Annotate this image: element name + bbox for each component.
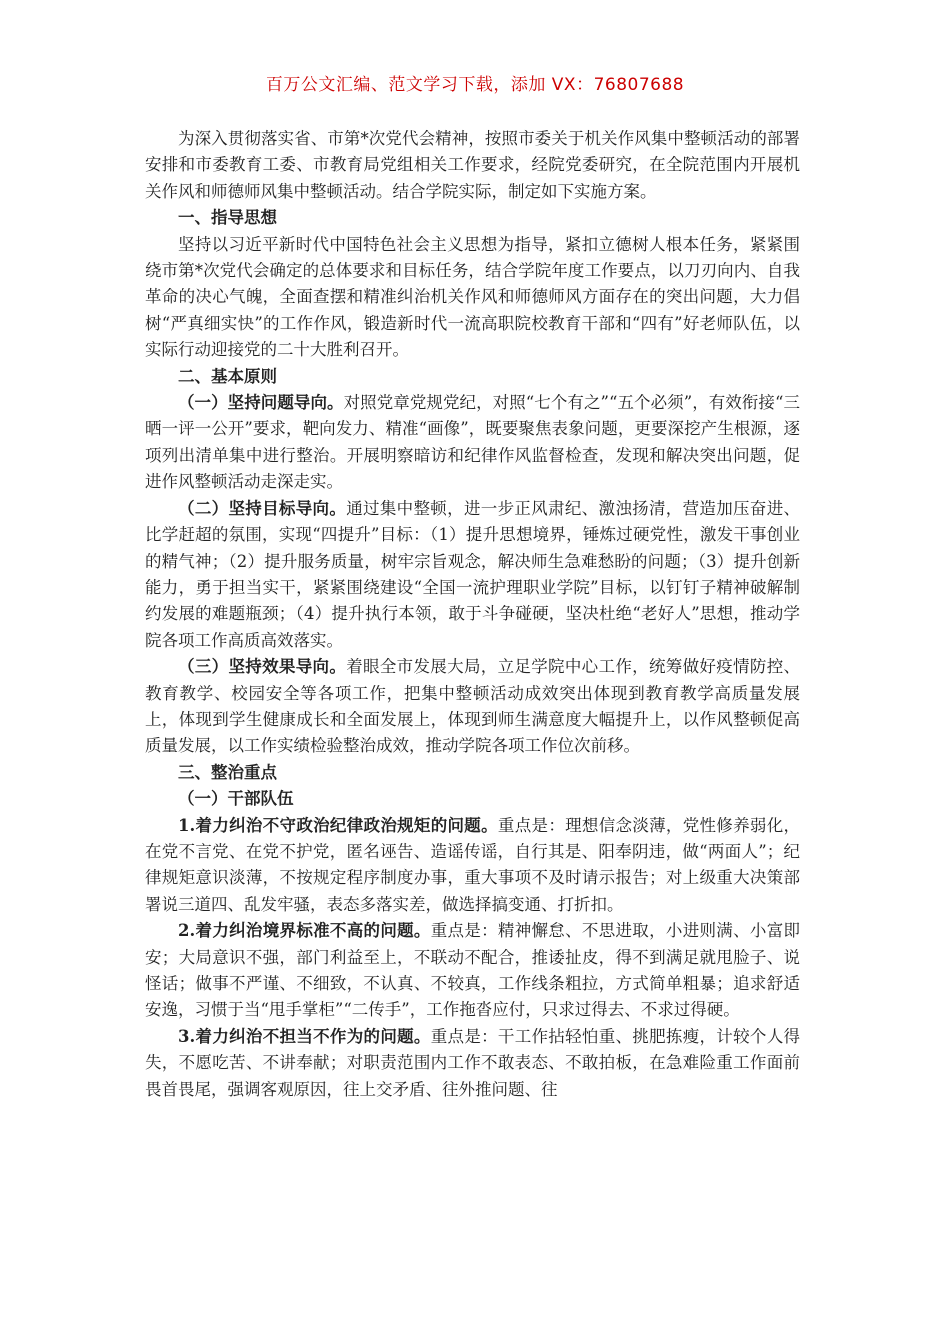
rectification-lead: 1.着力纠治不守政治纪律政治规矩的问题。 (178, 815, 498, 835)
guiding-ideology-paragraph: 坚持以习近平新时代中国特色社会主义思想为指导，紧扣立德树人根本任务，紧紧围绕市第*次党代会确定的总体要求和目标任务，结合学院年度工作要点，以刀刃向内、自我革命的决心气魄，全面查摆和精准纠治机关作风和师德师风方面存在的突出问题，大力倡树“严真细实快”的工作作风，锻造新时代一流高职院校教育干部和“四有”好老师队伍，以实际行动迎接党的二十大胜利召开。 (145, 234, 800, 360)
rectification-paragraph (145, 813, 800, 919)
document-body (145, 126, 800, 1103)
rectification-paragraph (145, 918, 800, 1024)
principle-text: 通过集中整顿，进一步正风肃纪、激浊扬清，营造加压奋进、比学赶超的氛围，实现“四提升”目标：（1）提升思想境界，锤炼过硬党性，激发干事创业的精气神；（2）提升服务质量，树牢宗旨观念，解决师生急难愁盼的问题；（3）提升创新能力，勇于担当实干，紧紧围绕建设“全国一流护理职业学院”目标，以钉钉子精神破解制约发展的难题瓶颈；（4）提升执行本领，敢于斗争碰硬，坚决杜绝“老好人”思想，推动学院各项工作高质高效落实。 (145, 498, 801, 650)
rectification-text: 重点是：精神懈怠、不思进取，小进则满、小富即安；大局意识不强，部门利益至上，不联动不配合，推诿扯皮，得不到满足就甩脸子、说怪话；做事不严谨、不细致，不认真、不较真，工作线条粗拉，方式简单粗暴；追求舒适安逸，习惯于当“甩手掌柜”“二传手”，工作拖沓应付，只求过得去、不求过得硬。 (145, 921, 800, 1020)
rectification-lead: 3.着力纠治不担当不作为的问题。 (178, 1026, 431, 1046)
rectification-text: 重点是：理想信念淡薄，党性修养弱化，在党不言党、在党不护党，匿名诬告、造谣传谣，自行其是、阳奉阴违，做“两面人”；纪律规矩意识淡薄，不按规定程序制度办事，重大事项不及时请示报告；对上级重大决策部署说三道四、乱发牢骚，表态多落实差，做选择搞变通、打折扣。 (145, 815, 801, 914)
section-heading-basic-principles: 二、基本原则 (178, 366, 277, 386)
section-heading-key-rectification: 三、整治重点 (178, 762, 277, 782)
principle-lead: （一）坚持问题导向。 (178, 393, 344, 413)
rectification-text: 重点是：干工作拈轻怕重、挑肥拣瘦，计较个人得失，不愿吃苦、不讲奉献；对职责范围内工作不敢表态、不敢拍板，在急难险重工作面前畏首畏尾，强调客观原因，往上交矛盾、往外推问题、往 (145, 1026, 800, 1099)
rectification-paragraph (145, 1024, 800, 1103)
principle-lead: （三）坚持效果导向。 (178, 657, 347, 677)
principle-paragraph (145, 654, 800, 760)
promo-banner: 百万公文汇编、范文学习下载，添加 VX：76807688 (265, 75, 685, 95)
intro-paragraph: 为深入贯彻落实省、市第*次党代会精神，按照市委关于机关作风集中整顿活动的部署安排和市委教育工委、市教育局党组相关工作要求，经院党委研究，在全院范围内开展机关作风和师德师风集中整顿活动。结合学院实际，制定如下实施方案。 (145, 129, 800, 201)
principle-lead: （二）坚持目标导向。 (178, 498, 347, 518)
principle-text: 对照党章党规党纪，对照“七个有之”“五个必须”，有效衔接“三晒一评一公开”要求，靶向发力、精准“画像”，既要聚焦表象问题，更要深挖产生根源，逐项列出清单集中进行整治。开展明察暗访和纪律作风监督检查，发现和解决突出问题，促进作风整顿活动走深走实。 (145, 393, 800, 492)
principle-text: 着眼全市发展大局，立足学院中心工作，统筹做好疫情防控、教育教学、校园安全等各项工作，把集中整顿活动成效突出体现到教育教学高质量发展上，体现到学生健康成长和全面发展上，体现到师生满意度大幅提升上，以作风整顿促高质量发展，以工作实绩检验整治成效，推动学院各项工作位次前移。 (145, 657, 801, 756)
subsection-heading-cadres: （一）干部队伍 (178, 789, 294, 809)
principle-paragraph (145, 496, 800, 654)
principle-paragraph (145, 390, 800, 496)
rectification-lead: 2.着力纠治境界标准不高的问题。 (178, 921, 431, 941)
section-heading-guiding-ideology: 一、指导思想 (178, 208, 277, 228)
